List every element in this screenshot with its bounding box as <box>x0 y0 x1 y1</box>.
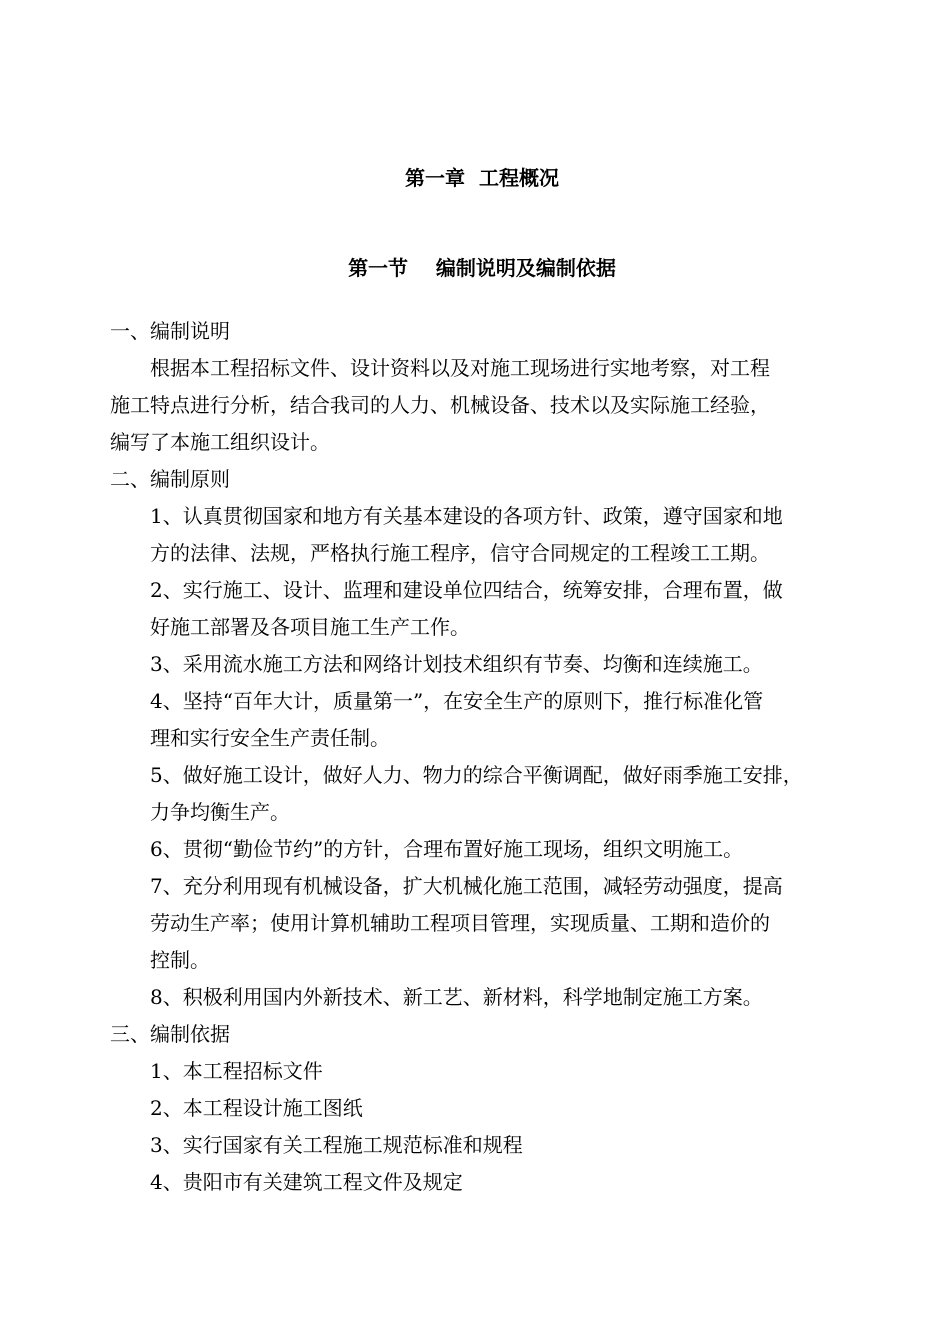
list-item-line: 8、积极利用国内外新技术、新工艺、新材料，科学地制定施工方案。 <box>150 985 763 1009</box>
list-item-line: 7、充分利用现有机械设备，扩大机械化施工范围，减轻劳动强度，提高 <box>150 874 783 898</box>
list-item-line: 控制。 <box>150 948 210 972</box>
section-heading-compilation-notes: 一、编制说明 <box>110 319 230 343</box>
section-heading-compilation-basis: 三、编制依据 <box>110 1022 230 1046</box>
list-item-line: 4、贵阳市有关建筑工程文件及规定 <box>150 1170 463 1194</box>
list-item-line: 方的法律、法规，严格执行施工程序，信守合同规定的工程竣工工期。 <box>150 541 770 565</box>
section-title: 第一节 编制说明及编制依据 <box>348 256 616 280</box>
list-item-line: 力争均衡生产。 <box>150 800 290 824</box>
list-item-line: 3、实行国家有关工程施工规范标准和规程 <box>150 1133 523 1157</box>
list-item-line: 好施工部署及各项目施工生产工作。 <box>150 615 470 639</box>
list-item-line: 5、做好施工设计，做好人力、物力的综合平衡调配，做好雨季施工安排， <box>150 763 803 787</box>
section-heading-compilation-principles: 二、编制原则 <box>110 467 230 491</box>
list-item-line: 6、贯彻“勤俭节约”的方针，合理布置好施工现场，组织文明施工。 <box>150 837 744 861</box>
list-item-line: 理和实行安全生产责任制。 <box>150 726 390 750</box>
list-item-line: 2、本工程设计施工图纸 <box>150 1096 363 1120</box>
list-item-line: 4、坚持“百年大计，质量第一”，在安全生产的原则下，推行标准化管 <box>150 689 764 713</box>
list-item-line: 1、认真贯彻国家和地方有关基本建设的各项方针、政策，遵守国家和地 <box>150 504 783 528</box>
list-item-line: 2、实行施工、设计、监理和建设单位四结合，统筹安排，合理布置，做 <box>150 578 783 602</box>
list-item-line: 3、采用流水施工方法和网络计划技术组织有节奏、均衡和连续施工。 <box>150 652 763 676</box>
document-body <box>110 313 870 1201</box>
chapter-title: 第一章 工程概况 <box>405 166 559 190</box>
paragraph-line: 根据本工程招标文件、设计资料以及对施工现场进行实地考察，对工程 <box>150 356 770 380</box>
list-item-line: 1、本工程招标文件 <box>150 1059 323 1083</box>
paragraph-line: 编写了本施工组织设计。 <box>110 430 330 454</box>
paragraph-line: 施工特点进行分析，结合我司的人力、机械设备、技术以及实际施工经验， <box>110 393 770 417</box>
list-item-line: 劳动生产率；使用计算机辅助工程项目管理，实现质量、工期和造价的 <box>150 911 770 935</box>
